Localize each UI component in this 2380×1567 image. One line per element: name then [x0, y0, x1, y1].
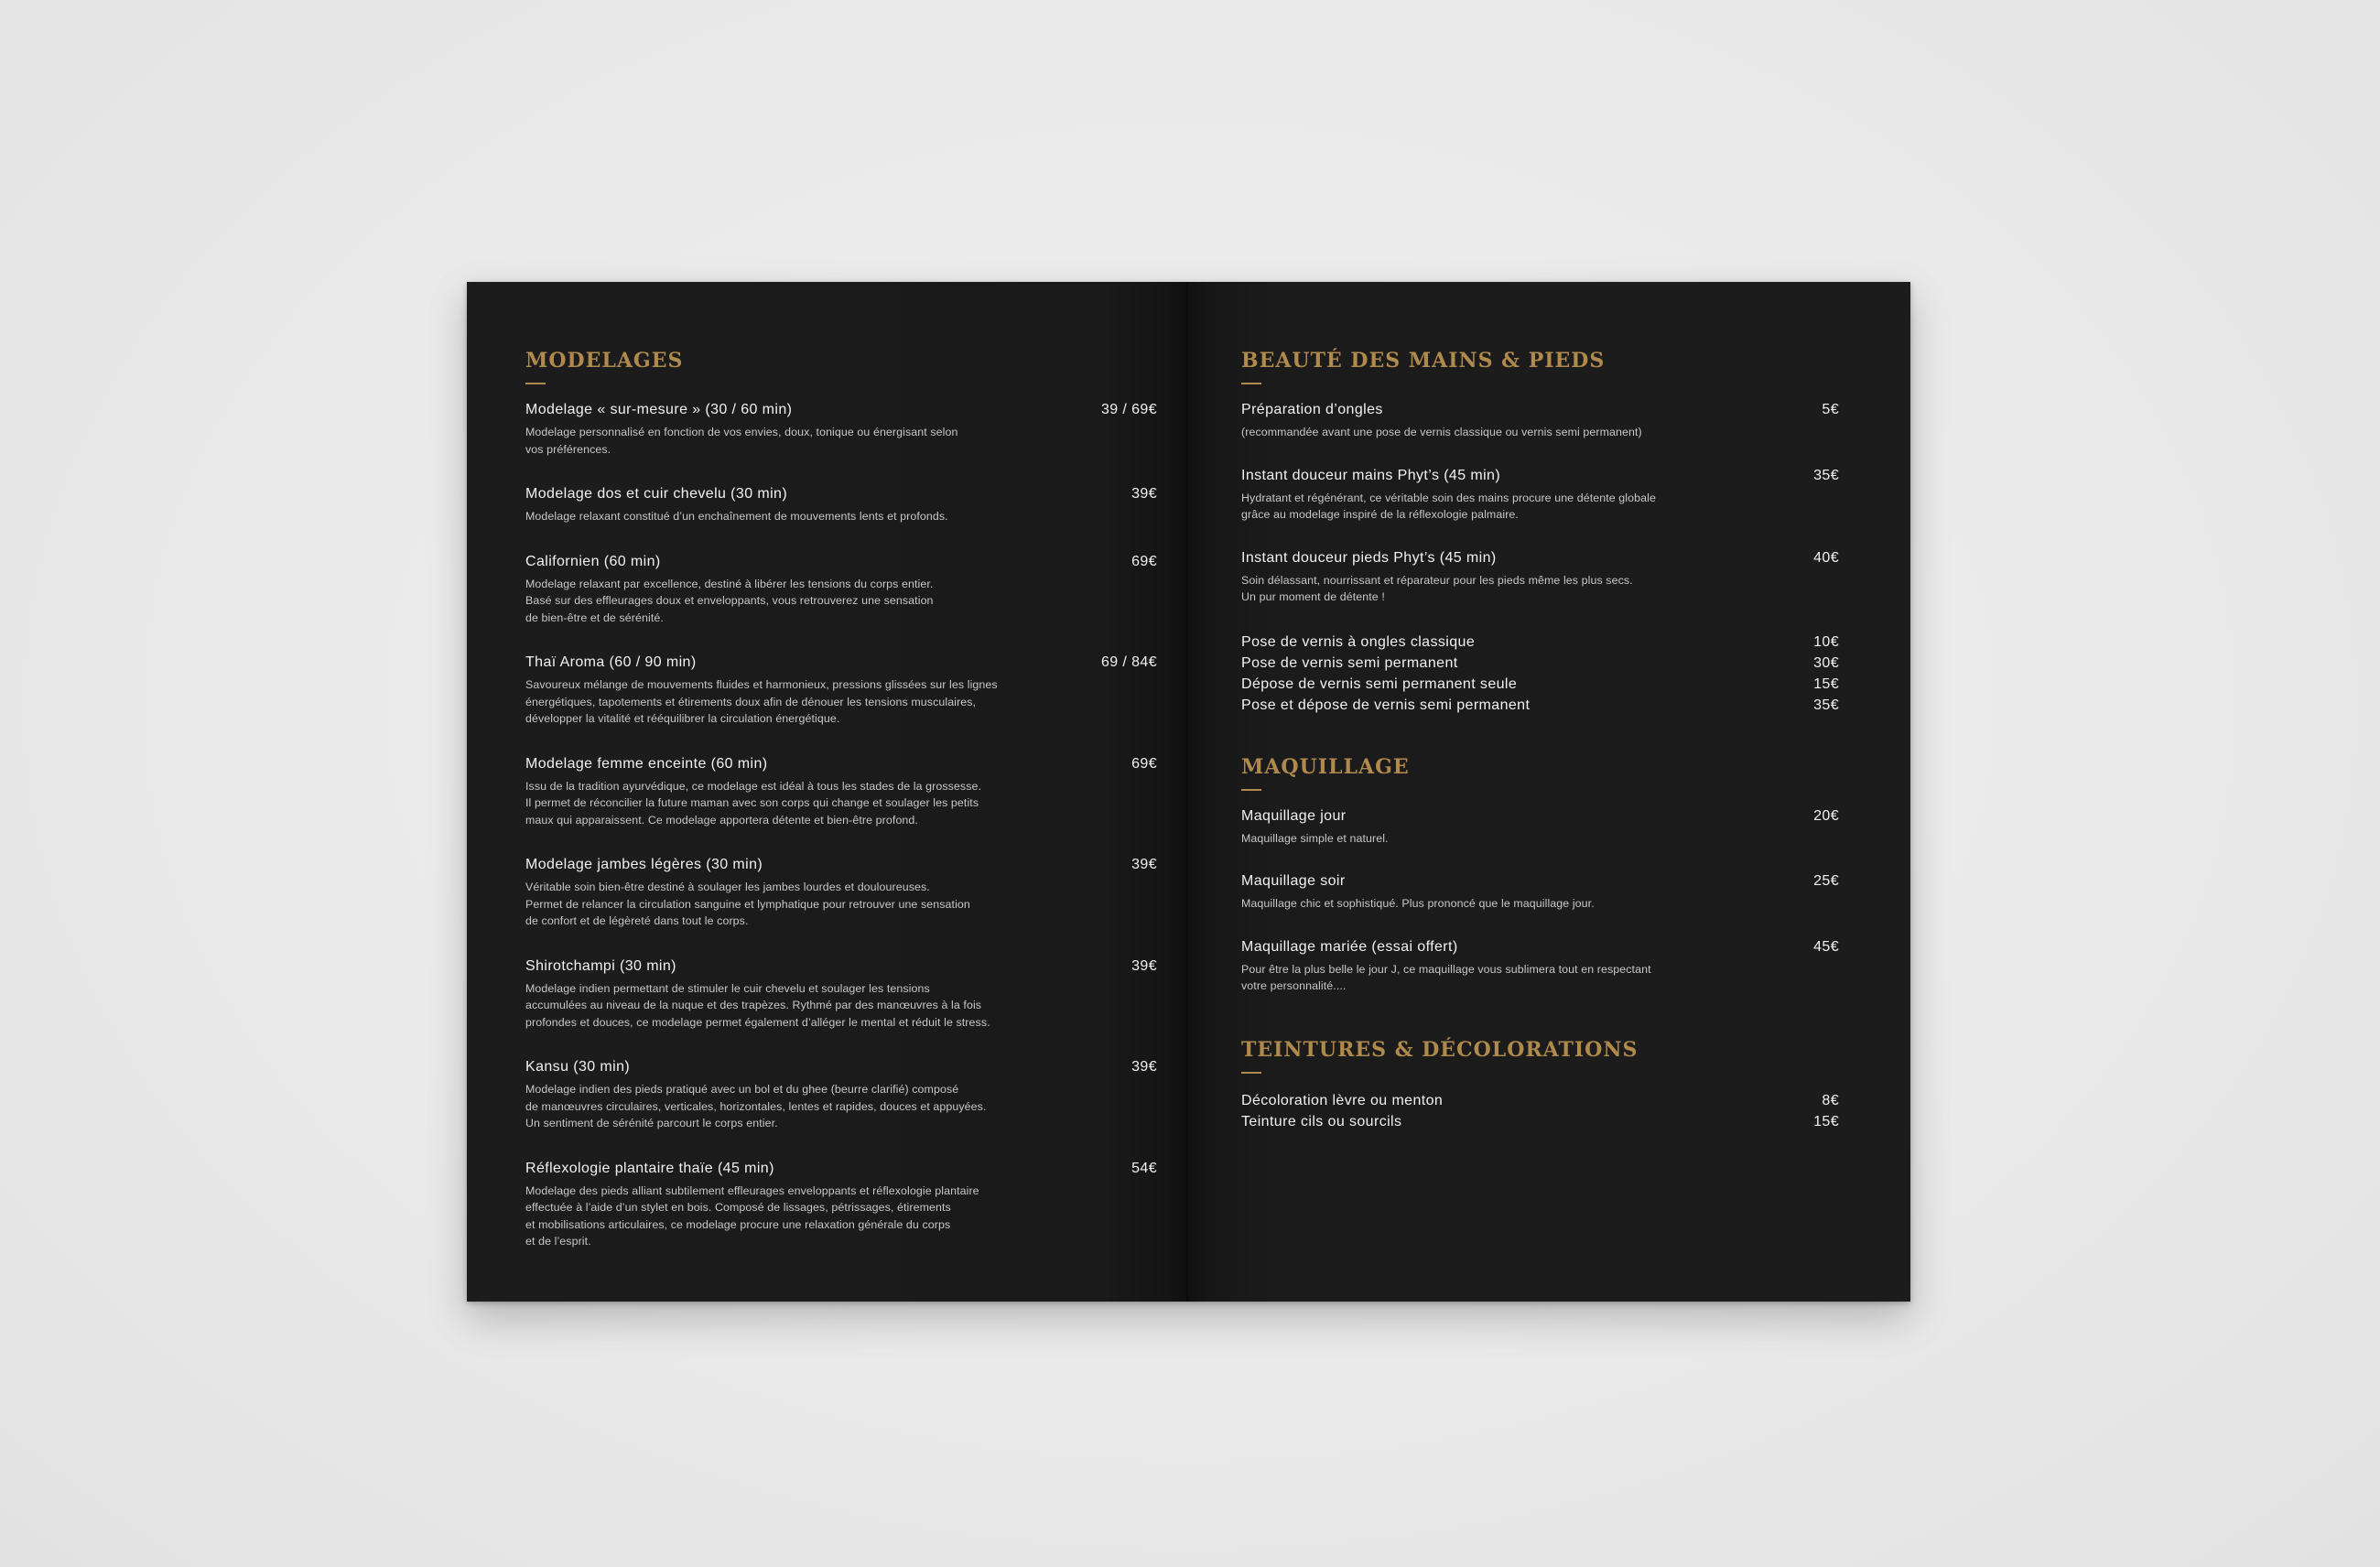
hands-feet-list: [1241, 401, 1839, 606]
item-description: [1241, 961, 1839, 995]
title-rule: [1241, 1072, 1261, 1074]
item-price: 5€: [1822, 402, 1839, 417]
item-name: Maquillage mariée (essai offert): [1241, 938, 1458, 955]
description-line: Il permet de réconcilier la future maman avec son corps qui change et soulager les petits: [525, 796, 979, 809]
description-line: Maquillage simple et naturel.: [1241, 831, 1389, 845]
description-line: de manœuvres circulaires, verticales, horizontales, lentes et rapides, douces et appuyées.: [525, 1099, 987, 1113]
description-line: de confort et de légèreté dans tout le corps.: [525, 914, 749, 927]
modelages-section: [525, 348, 1157, 1278]
price-row-price: 35€: [1813, 697, 1839, 713]
description-line: (recommandée avant une pose de vernis classique ou vernis semi permanent): [1241, 426, 1642, 438]
price-row-name: Pose et dépose de vernis semi permanent: [1241, 697, 1531, 713]
makeup-section: [1241, 754, 1839, 995]
item-price: 69 / 84€: [1100, 654, 1157, 670]
item-description: [525, 1183, 1157, 1250]
price-row-name: Dépose de vernis semi permanent seule: [1241, 675, 1518, 692]
description-line: de bien-être et de sérénité.: [525, 611, 664, 624]
price-row-name: Pose de vernis semi permanent: [1241, 654, 1458, 671]
price-row: [1241, 1090, 1839, 1111]
item-description: [525, 980, 1157, 1032]
item-price: 20€: [1813, 807, 1839, 824]
description-line: Pour être la plus belle le jour J, ce maquillage vous sublimera tout en respectant: [1241, 962, 1651, 976]
item-header: [525, 401, 1157, 419]
item-price: 69€: [1131, 755, 1157, 772]
description-line: Un pur moment de détente !: [1241, 590, 1385, 603]
price-row-name: Décoloration lèvre ou menton: [1241, 1092, 1444, 1108]
item-price: 40€: [1813, 549, 1839, 566]
menu-item: [525, 553, 1157, 627]
menu-item: [525, 856, 1157, 930]
description-line: Un sentiment de sérénité parcourt le corps entier.: [525, 1117, 778, 1129]
item-description: [525, 1081, 1157, 1132]
item-price: 39€: [1131, 486, 1157, 502]
item-name: Réflexologie plantaire thaïe (45 min): [525, 1160, 774, 1176]
title-rule: [1241, 789, 1261, 791]
section-title-modelages: MODELAGES: [525, 349, 684, 373]
price-row-price: 15€: [1813, 1113, 1839, 1129]
item-description: [525, 424, 1157, 458]
price-row-price: 15€: [1813, 675, 1839, 692]
price-row: [1241, 695, 1839, 716]
item-name: Maquillage soir: [1241, 873, 1346, 889]
price-row-price: 30€: [1813, 654, 1839, 671]
item-header: [1241, 549, 1839, 567]
description-line: Modelage des pieds alliant subtilement effleurages enveloppants et réflexologie plantaire: [525, 1183, 979, 1197]
menu-item: [525, 755, 1157, 829]
description-line: Permet de relancer la circulation sanguine et lymphatique pour retrouver une sensation: [525, 897, 970, 911]
item-price: 69€: [1131, 553, 1157, 569]
item-header: [525, 957, 1157, 976]
description-line: et de l’esprit.: [525, 1235, 591, 1248]
description-line: Modelage relaxant par excellence, destiné à libérer les tensions du corps entier.: [525, 577, 934, 590]
description-line: profondes et douces, ce modelage permet également d’alléger le mental et réduit le stress.: [525, 1015, 990, 1029]
item-name: Instant douceur mains Phyt’s (45 min): [1241, 467, 1501, 483]
item-price: 25€: [1813, 873, 1839, 889]
item-description: [1241, 490, 1839, 524]
item-header: [1241, 872, 1839, 891]
description-line: Issu de la tradition ayurvédique, ce modelage est idéal à tous les stades de la grossesse.: [525, 779, 982, 793]
description-line: énergétiques, tapotements et étirements doux afin de dénouer les tensions musculaires,: [525, 695, 977, 708]
item-name: Modelage dos et cuir chevelu (30 min): [525, 486, 788, 502]
item-description: [1241, 572, 1839, 606]
item-name: Modelage femme enceinte (60 min): [525, 755, 768, 772]
tints-section: [1241, 1037, 1839, 1132]
description-line: Modelage indien des pieds pratiqué avec un bol et du ghee (beurre clarifié) composé: [525, 1083, 959, 1096]
item-price: 45€: [1813, 938, 1839, 955]
title-rule: [1241, 383, 1261, 384]
modelages-list: [525, 401, 1157, 1250]
item-header: [525, 553, 1157, 571]
menu-item: [525, 401, 1157, 458]
item-name: Thaï Aroma (60 / 90 min): [525, 654, 697, 670]
menu-item: [1241, 872, 1839, 913]
item-price: 39 / 69€: [1100, 402, 1157, 417]
item-header: [525, 654, 1157, 672]
item-description: [1241, 830, 1839, 848]
description-line: Hydratant et régénérant, ce véritable soin des mains procure une détente globale: [1241, 491, 1656, 504]
menu-item: [525, 1058, 1157, 1132]
item-price: 35€: [1813, 467, 1839, 483]
price-row-name: Teinture cils ou sourcils: [1241, 1113, 1402, 1129]
price-row-price: 10€: [1813, 633, 1839, 650]
menu-item: [1241, 938, 1839, 995]
menu-item: [1241, 807, 1839, 848]
item-header: [1241, 938, 1839, 956]
description-line: maux qui apparaissent. Ce modelage apportera détente et bien-être profond.: [525, 813, 918, 827]
item-name: Kansu (30 min): [525, 1059, 631, 1075]
item-name: Modelage jambes légères (30 min): [525, 857, 763, 872]
right-column: [1241, 348, 1839, 1171]
makeup-list: [1241, 807, 1839, 995]
item-name: Shirotchampi (30 min): [525, 957, 676, 974]
description-line: votre personnalité....: [1241, 979, 1347, 992]
item-price: 39€: [1131, 1059, 1157, 1075]
item-name: Californien (60 min): [525, 553, 661, 569]
hands-feet-price-list: [1241, 632, 1839, 716]
description-line: Modelage personnalisé en fonction de vos envies, doux, tonique ou énergisant selon: [525, 426, 958, 438]
description-line: Modelage relaxant constitué d’un enchaînement de mouvements lents et profonds.: [525, 510, 948, 523]
section-title-hands-feet: BEAUTÉ DES MAINS & PIEDS: [1241, 349, 1606, 373]
item-header: [1241, 467, 1839, 485]
item-header: [525, 485, 1157, 503]
description-line: Savoureux mélange de mouvements fluides et harmonieux, pressions glissées sur les lignes: [525, 678, 998, 691]
title-rule: [525, 383, 546, 384]
item-description: [525, 778, 1157, 829]
item-price: 54€: [1131, 1160, 1157, 1176]
description-line: et mobilisations articulaires, ce modelage procure une relaxation générale du corps: [525, 1217, 951, 1231]
menu-item: [1241, 467, 1839, 524]
item-description: [525, 576, 1157, 627]
description-line: effectuée à l’aide d’un stylet en bois. Composé de lissages, pétrissages, étirements: [525, 1201, 951, 1214]
item-price: 39€: [1131, 957, 1157, 974]
item-price: 39€: [1131, 857, 1157, 872]
item-description: [1241, 424, 1839, 441]
description-line: Maquillage chic et sophistiqué. Plus prononcé que le maquillage jour.: [1241, 897, 1595, 910]
menu-item: [1241, 401, 1839, 441]
tints-price-list: [1241, 1090, 1839, 1132]
item-description: [1241, 895, 1839, 913]
section-title-tints: TEINTURES & DÉCOLORATIONS: [1241, 1037, 1639, 1062]
item-description: [525, 676, 1157, 728]
item-description: [525, 508, 1157, 525]
description-line: accumulées au niveau de la nuque et des trapèzes. Rythmé par des manœuvres à la fois: [525, 999, 982, 1011]
item-name: Maquillage jour: [1241, 807, 1347, 824]
price-row-price: 8€: [1822, 1092, 1839, 1108]
description-line: développer la vitalité et rééquilibrer la circulation énergétique.: [525, 712, 840, 725]
description-line: grâce au modelage inspiré de la réflexologie palmaire.: [1241, 508, 1519, 521]
description-line: vos préférences.: [525, 442, 611, 456]
item-description: [525, 879, 1157, 930]
price-row: [1241, 674, 1839, 695]
menu-item: [1241, 549, 1839, 606]
price-row: [1241, 1111, 1839, 1132]
item-name: Modelage « sur-mesure » (30 / 60 min): [525, 402, 793, 417]
item-header: [1241, 807, 1839, 826]
description-line: Modelage indien permettant de stimuler le cuir chevelu et soulager les tensions: [525, 981, 930, 995]
price-row: [1241, 632, 1839, 653]
item-name: Instant douceur pieds Phyt’s (45 min): [1241, 549, 1497, 566]
price-row: [1241, 653, 1839, 674]
description-line: Basé sur des effleurages doux et enveloppants, vous retrouverez une sensation: [525, 594, 934, 607]
menu-item: [525, 485, 1157, 525]
brochure-spread: [467, 282, 1910, 1302]
menu-item: [525, 957, 1157, 1032]
left-page: [467, 282, 1188, 1302]
description-line: Soin délassant, nourrissant et réparateur pour les pieds même les plus secs.: [1241, 573, 1633, 587]
price-row-name: Pose de vernis à ongles classique: [1241, 633, 1476, 650]
menu-item: [525, 1160, 1157, 1250]
description-line: Véritable soin bien-être destiné à soulager les jambes lourdes et douloureuses.: [525, 881, 930, 893]
hands-feet-section: [1241, 348, 1839, 716]
section-title-makeup: MAQUILLAGE: [1241, 754, 1410, 779]
item-header: [525, 856, 1157, 874]
item-header: [525, 1058, 1157, 1076]
item-header: [525, 755, 1157, 773]
menu-item: [525, 654, 1157, 728]
item-header: [1241, 401, 1839, 419]
right-page: [1188, 282, 1910, 1302]
item-header: [525, 1160, 1157, 1178]
item-name: Préparation d’ongles: [1241, 402, 1383, 417]
